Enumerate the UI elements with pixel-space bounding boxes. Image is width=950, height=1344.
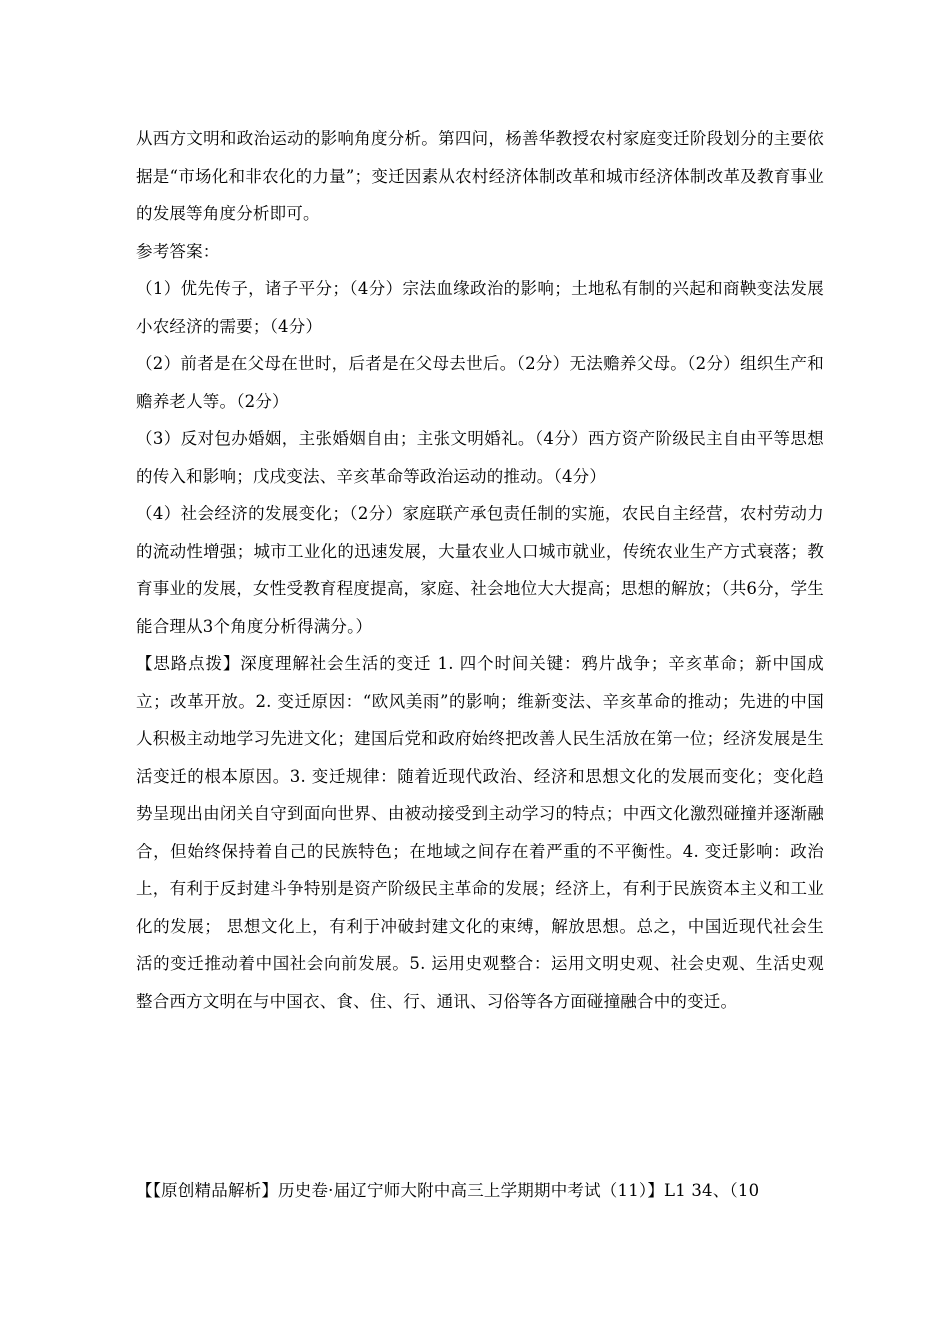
thinking-tips-paragraph: 【思路点拨】深度理解社会生活的变迁 1. 四个时间关键：鸦片战争；辛亥革命；新中国成立；改革开放。2. 变迁原因：“欧风美雨”的影响；维新变法、辛亥革命的推动；先进的中国人积极主动地学习先进文化；建国后党和政府始终把改善人民生活放在第一位；经济发展是生活变迁的根本原因。3. 变迁规律：随着近现代政治、经济和思想文化的发展而变化；变化趋势呈现出由闭关自守到面向世界、由被动接受到主动学习的特点；中西文化激烈碰撞并逐渐融合，但始终保持着自己的民族特色；在地域之间存在着严重的不平衡性。4. 变迁影响：政治上，有利于反封建斗争特别是资产阶级民主革命的发展；经济上，有利于民族资本主义和工业化的发展； 思想文化上，有利于冲破封建文化的束缚，解放思想。总之，中国近现代社会生活的变迁推动着中国社会向前发展。5. 运用史观整合：运用文明史观、社会史观、生活史观整合西方文明在与中国衣、食、住、行、通讯、习俗等各方面碰撞融合中的变迁。 [136,654,824,1011]
answer-item-3: （3）反对包办婚姻，主张婚姻自由；主张文明婚礼。（4分）西方资产阶级民主自由平等思想的传入和影响；戊戌变法、辛亥革命等政治运动的推动。（4分） [136,429,824,486]
answer-item-1: （1）优先传子，诸子平分；（4分）宗法血缘政治的影响；土地私有制的兴起和商鞅变法发展小农经济的需要；（4分） [136,279,824,336]
answer-heading: 参考答案： [136,241,220,261]
document-body [136,120,824,1020]
answer-item-4: （4）社会经济的发展变化；（2分）家庭联产承包责任制的实施，农民自主经营，农村劳动力的流动性增强；城市工业化的迅速发展，大量农业人口城市就业，传统农业生产方式衰落；教育事业的发展，女性受教育程度提高，家庭、社会地位大大提高；思想的解放；（共6分，学生能合理从3个角度分析得满分。） [136,504,824,636]
answer-item-2: （2）前者是在父母在世时，后者是在父母去世后。（2分）无法赡养父母。（2分）组织生产和赡养老人等。（2分） [136,354,824,411]
next-question-heading: 【【原创精品解析】历史卷·届辽宁师大附中高三上学期期中考试（11）】L1 34、（10 [136,1181,760,1200]
analysis-paragraph: 从西方文明和政治运动的影响角度分析。第四问，杨善华教授农村家庭变迁阶段划分的主要依据是“市场化和非农化的力量”；变迁因素从农村经济体制改革和城市经济体制改革及教育事业的发展等角度分析即可。 [136,129,824,223]
